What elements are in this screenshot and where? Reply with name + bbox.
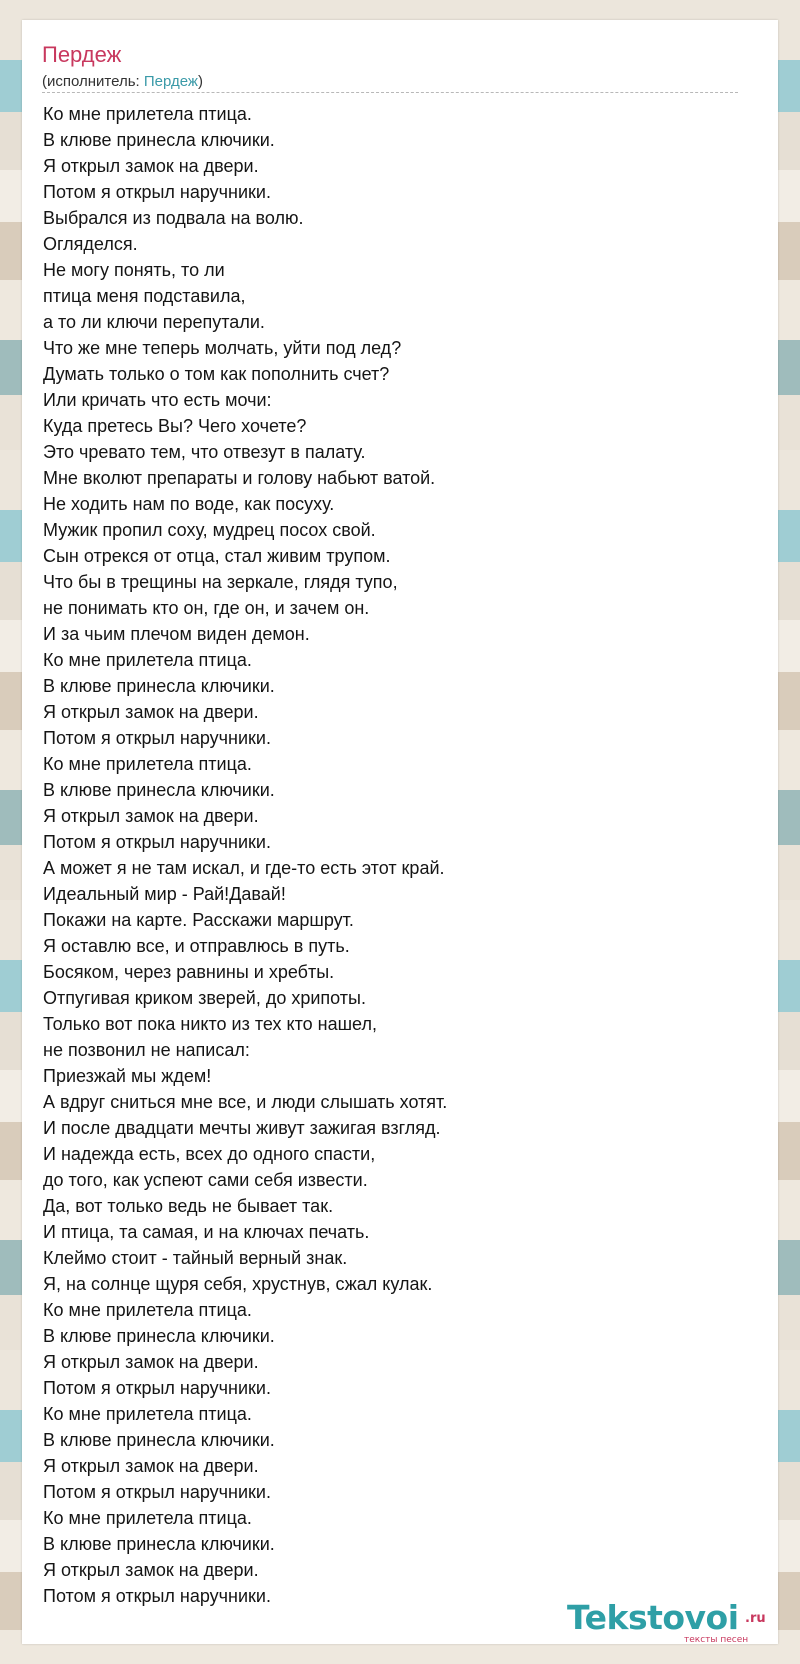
lyric-line: Я открыл замок на двери. <box>43 806 259 826</box>
lyric-line: Потом я открыл наручники. <box>43 728 271 748</box>
lyric-line: В клюве принесла ключики. <box>43 780 275 800</box>
lyric-line: И за чьим плечом виден демон. <box>43 624 310 644</box>
lyric-line: Отпугивая криком зверей, до хрипоты. <box>43 988 366 1008</box>
header-divider <box>42 92 738 93</box>
lyric-line: Ко мне прилетела птица. <box>43 754 252 774</box>
lyric-line: Я открыл замок на двери. <box>43 1456 259 1476</box>
lyric-line: Потом я открыл наручники. <box>43 1482 271 1502</box>
lyric-line: до того, как успеют сами себя извести. <box>43 1170 368 1190</box>
lyric-line: Ко мне прилетела птица. <box>43 650 252 670</box>
lyrics-card <box>22 20 778 1644</box>
song-title: Пердеж <box>42 42 122 67</box>
lyric-line: В клюве принесла ключики. <box>43 676 275 696</box>
artist-link[interactable]: Пердеж <box>143 73 198 90</box>
lyric-line: Покажи на карте. Расскажи маршрут. <box>43 910 354 930</box>
lyric-line: Не могу понять, то ли <box>43 260 225 280</box>
lyric-line: Потом я открыл наручники. <box>43 1378 271 1398</box>
logo-tagline: тексты песен <box>684 1635 749 1645</box>
lyric-line: Думать только о том как пополнить счет? <box>43 364 390 384</box>
lyric-line: Что же мне теперь молчать, уйти под лед? <box>43 338 402 358</box>
artist-suffix: ) <box>197 73 203 90</box>
lyric-line: Босяком, через равнины и хребты. <box>43 962 335 982</box>
lyric-line: Я открыл замок на двери. <box>43 1352 259 1372</box>
lyric-line: В клюве принесла ключики. <box>43 1534 275 1554</box>
lyrics-text <box>43 101 743 1609</box>
lyric-line: Ко мне прилетела птица. <box>43 1404 252 1424</box>
lyric-line: В клюве принесла ключики. <box>43 130 275 150</box>
lyric-line: Я оставлю все, и отправлюсь в путь. <box>43 936 350 956</box>
logo-name: Tekstovoi <box>567 1598 739 1637</box>
lyric-line: Я открыл замок на двери. <box>43 702 259 722</box>
lyric-line: Потом я открыл наручники. <box>43 832 271 852</box>
lyric-line: И надежда есть, всех до одного спасти, <box>43 1144 376 1164</box>
lyric-line: Только вот пока никто из тех кто нашел, <box>43 1014 377 1034</box>
lyric-line: птица меня подставила, <box>43 286 246 306</box>
lyric-line: Потом я открыл наручники. <box>43 1586 271 1606</box>
lyric-line: В клюве принесла ключики. <box>43 1326 275 1346</box>
lyric-line: А может я не там искал, и где-то есть этот край. <box>43 858 445 878</box>
lyric-line: Потом я открыл наручники. <box>43 182 271 202</box>
lyric-line: Идеальный мир - Рай!Давай! <box>43 884 286 904</box>
lyric-line: Это чревато тем, что отвезут в палату. <box>43 442 366 462</box>
artist-line <box>42 73 203 90</box>
lyric-line: И птица, та самая, и на ключах печать. <box>43 1222 370 1242</box>
lyric-line: Сын отрекся от отца, стал живим трупом. <box>43 546 391 566</box>
lyric-line: Не ходить нам по воде, как посуху. <box>43 494 335 514</box>
lyric-line: а то ли ключи перепутали. <box>43 312 265 332</box>
lyric-line: Или кричать что есть мочи: <box>43 390 272 410</box>
lyric-line: И после двадцати мечты живут зажигая взгляд. <box>43 1118 441 1138</box>
lyric-line: Ко мне прилетела птица. <box>43 1508 252 1528</box>
lyric-line: Мужик пропил соху, мудрец посох свой. <box>43 520 376 540</box>
artist-prefix: (исполнитель: <box>42 73 144 90</box>
lyric-line: Что бы в трещины на зеркале, глядя тупо, <box>43 572 398 592</box>
lyric-line: Ко мне прилетела птица. <box>43 1300 252 1320</box>
lyric-line: не понимать кто он, где он, и зачем он. <box>43 598 370 618</box>
logo-tld: .ru <box>745 1611 766 1626</box>
lyric-line: В клюве принесла ключики. <box>43 1430 275 1450</box>
lyric-line: Выбрался из подвала на волю. <box>43 208 304 228</box>
lyric-line: Я открыл замок на двери. <box>43 156 259 176</box>
lyric-line: Приезжай мы ждем! <box>43 1066 212 1086</box>
lyric-line: Я открыл замок на двери. <box>43 1560 259 1580</box>
lyric-line: А вдруг сниться мне все, и люди слышать хотят. <box>43 1092 448 1112</box>
lyric-line: Я, на солнце щуря себя, хрустнув, сжал кулак. <box>43 1274 433 1294</box>
lyric-line: Клеймо стоит - тайный верный знак. <box>43 1248 348 1268</box>
lyric-line: Куда претесь Вы? Чего хочете? <box>43 416 307 436</box>
lyric-line: Да, вот только ведь не бывает так. <box>43 1196 334 1216</box>
lyric-line: Огляделся. <box>43 234 138 254</box>
lyric-line: Ко мне прилетела птица. <box>43 104 252 124</box>
site-logo[interactable] <box>567 1598 777 1646</box>
lyric-line: не позвонил не написал: <box>43 1040 250 1060</box>
lyric-line: Мне вколют препараты и голову набьют ватой. <box>43 468 436 488</box>
